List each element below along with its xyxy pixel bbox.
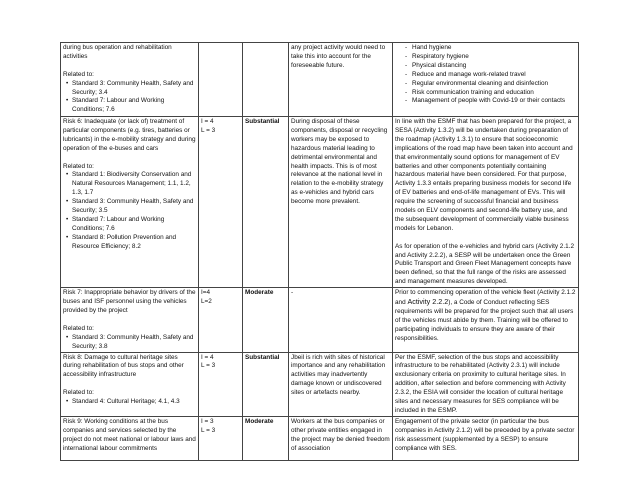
mitigation-activity-ref: Activity 2.2.2 — [407, 297, 449, 307]
notes-cell: Workers at the bus companies or other private entities engaged in the project may be denied freedom of association — [289, 416, 393, 460]
mitigation-cell — [393, 43, 579, 117]
notes-cell: - — [289, 288, 393, 352]
table-row — [61, 416, 579, 460]
risk-text: Risk 8: Damage to cultural heritage sites during rehabilitation of bus stops and other accessibility infrastructure — [63, 353, 184, 379]
rating-cell — [199, 416, 243, 460]
mitigation-cell — [393, 117, 579, 288]
mitigation-bullet: - Hand hygiene — [399, 44, 576, 53]
mitigation-bullet: - Risk communication training and education — [399, 89, 576, 98]
related-label: Related to: — [63, 389, 94, 397]
related-standard: • Standard 3: Community Health, Safety and Security; 3.8 — [63, 334, 196, 352]
rating-cell — [199, 288, 243, 352]
significance-cell: Substantial — [243, 352, 289, 416]
related-label: Related to: — [63, 162, 94, 170]
related-standard: • Standard 1: Biodiversity Conservation and Natural Resources Management; 1.1, 1.2, 1.3, 1.7 — [63, 171, 196, 198]
mitigation-bullet: - Management of people with Covid-19 or their contacts — [399, 97, 576, 106]
significance-cell — [243, 43, 289, 117]
table-row — [61, 352, 579, 416]
mitigation-bullet: - Reduce and manage work-related travel — [399, 71, 576, 80]
risk-assessment-table — [60, 42, 579, 461]
likelihood-rating: L = 3 — [201, 362, 216, 370]
mitigation-paragraph: As for operation of the e-vehicles and hybrid cars (Activity 2.1.2 and Activity 2.2.2), a SESP will be undertaken once the Green Public Transport and Green Fleet Management concepts have been defined, so that the full range of the risks are assessed and management measures developed. — [395, 242, 575, 286]
rating-cell — [199, 117, 243, 288]
risk-description-cell — [61, 288, 199, 352]
mitigation-paragraph: In line with the ESMF that has been prepared for the project, a SESA (Activity 1.3.2) will be undertaken during preparation of the roadmap (Activity 1.3.1) to ensure that socioeconomic implications of the road map have been taken into account and that environmentally sound options for management of EV batteries and other components potentially containing hazardous material have been considered. For that purpose, Activity 1.3.3 entails preparing business models for second life of EV batteries and end-of-life management of EVs. This will require the screening of successful financial and business models on ELV components and second-life battery use, and the subsequent development of commercially viable business models for Lebanon. — [395, 118, 573, 232]
risk-text-line: during bus operation and rehabilitation — [63, 44, 172, 51]
table-row — [61, 117, 579, 288]
significance-cell: Moderate — [243, 416, 289, 460]
impact-rating: I = 4 — [201, 353, 214, 361]
risk-text: Risk 6: Inadequate (or lack of) treatment of particular components (e.g. tires, batteries or lubricants) in the e-mobility strategy and during operation of the e-buses and cars — [63, 118, 196, 152]
related-standard: • Standard 7: Labour and Working Conditions; 7.6 — [63, 97, 196, 115]
mitigation-cell: Engagement of the private sector (in particular the bus companies in Activity 2.1.2) will be preceded by a private sector risk assessment (supplemented by a SESP) to ensure compliance with SES. — [393, 416, 579, 460]
notes-cell: Jbeil is rich with sites of historical importance and any rehabilitation activities may inadvertently damage known or undiscovered sites or artefacts nearby. — [289, 352, 393, 416]
risk-description-cell — [61, 43, 199, 117]
likelihood-rating: L=2 — [201, 298, 212, 306]
related-standard: • Standard 8: Pollution Prevention and Resource Efficiency; 8.2 — [63, 234, 196, 252]
mitigation-bullet: - Regular environmental cleaning and disinfection — [399, 80, 576, 89]
related-standard: • Standard 4: Cultural Heritage; 4.1, 4.3 — [63, 398, 196, 407]
rating-cell — [199, 352, 243, 416]
mitigation-text: ), a Code of Conduct reflecting SES requirements will be prepared for the project such that all users of the vehicles must abide by them. Training will be offered to participating individuals to ensure they are aware of their responsibilities. — [395, 299, 574, 342]
related-standard: • Standard 3: Community Health, Safety and Security; 3.4 — [63, 80, 196, 98]
mitigation-bullet: - Physical distancing — [399, 62, 576, 71]
risk-description-cell — [61, 352, 199, 416]
impact-rating: I = 4 — [201, 118, 214, 125]
mitigation-bullet: - Respiratory hygiene — [399, 53, 576, 62]
notes-cell: any project activity would need to take this into account for the foreseeable future. — [289, 43, 393, 117]
significance-cell: Moderate — [243, 288, 289, 352]
related-label: Related to: — [63, 70, 94, 78]
table-row — [61, 288, 579, 352]
mitigation-cell — [393, 288, 579, 352]
risk-description-cell — [61, 117, 199, 288]
likelihood-rating: L = 3 — [201, 126, 216, 134]
risk-text-line: activities — [63, 52, 88, 60]
related-label: Related to: — [63, 324, 94, 332]
impact-rating: I=4 — [201, 289, 211, 297]
significance-cell: Substantial — [243, 117, 289, 288]
related-standard: • Standard 7: Labour and Working Conditions; 7.6 — [63, 216, 196, 234]
risk-text: Risk 7: Inappropriate behavior by drivers of the buses and ISF personnel using the vehicles provided by the project — [63, 289, 196, 315]
rating-cell — [199, 43, 243, 117]
related-standard: • Standard 3: Community Health, Safety and Security; 3.5 — [63, 198, 196, 216]
risk-description-cell: Risk 9: Working conditions at the bus companies and services selected by the project do not meet national or labour laws and international labour commitments — [61, 416, 199, 460]
mitigation-text: Prior to commencing operation of the vehicle fleet (Activity 2.1.2 and — [395, 289, 576, 307]
mitigation-cell: Per the ESMF, selection of the bus stops and accessibility infrastructure to be rehabilitated (Activity 2.3.1) will include exclusionary criteria on proximity to cultural heritage sites. In addition, after selection and before commencing with Activity 2.3.2, the ESIA will consider the location of cultural heritage sites and necessary measures for SES compliance will be included in the ESMP. — [393, 352, 579, 416]
likelihood-rating: L = 3 — [201, 426, 216, 434]
table-row — [61, 43, 579, 117]
notes-cell: During disposal of these components, disposal or recycling workers may be exposed to hazardous material leading to detrimental environmental and health impacts. This is of most relevance at the national level in relation to the e-mobility strategy as e-vehicles and hybrid cars become more prevalent. — [289, 117, 393, 288]
impact-rating: I = 3 — [201, 417, 214, 425]
